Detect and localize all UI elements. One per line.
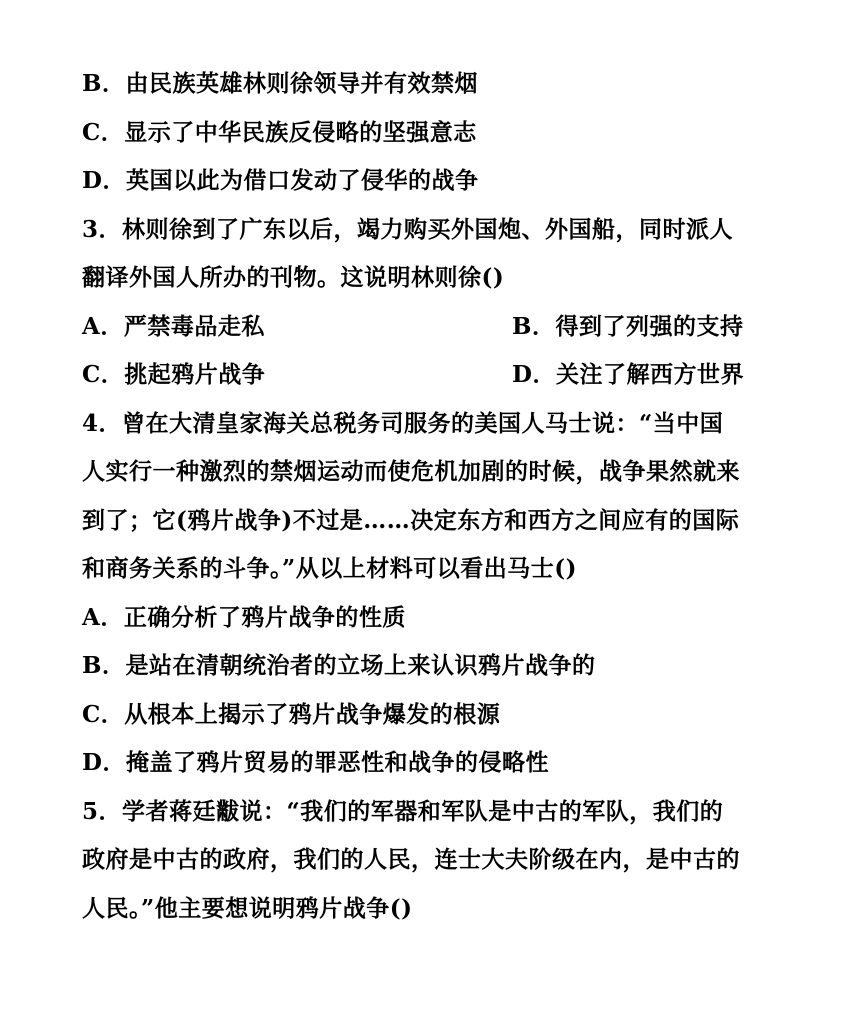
q4-stem-line-4: 和商务关系的斗争。”从以上材料可以看出马士() [82, 555, 577, 582]
q4-stem-line-2: 人实行一种激烈的禁烟运动而使危机加剧的时候，战争果然就来 [82, 458, 740, 485]
q3-options-row-1 [82, 303, 782, 352]
q5-stem-line-1: 5．学者蒋廷黻说：“我们的军器和军队是中古的军队，我们的 [82, 797, 724, 825]
q4-option-b: B．是站在清朝统治者的立场上来认识鸦片战争的 [82, 652, 596, 679]
q2-option-b: B．由民族英雄林则徐领导并有效禁烟 [82, 70, 478, 97]
q4-option-c: C．从根本上揭示了鸦片战争爆发的根源 [82, 700, 501, 728]
q3-option-c: C．挑起鸦片战争 [82, 361, 266, 388]
q4-option-a: A．正确分析了鸦片战争的性质 [82, 603, 406, 631]
q3-stem-line-2: 翻译外国人所办的刊物。这说明林则徐() [82, 264, 505, 291]
q3-stem-line-1: 3．林则徐到了广东以后，竭力购买外国炮、外国船，同时派人 [82, 215, 734, 243]
q2-option-c: C．显示了中华民族反侵略的坚强意志 [82, 118, 477, 146]
document-page [82, 60, 782, 933]
q5-stem-line-2: 政府是中古的政府，我们的人民，连士大夫阶级在内，是中古的 [82, 846, 740, 873]
q5-stem-line-3: 人民。”他主要想说明鸦片战争() [82, 894, 413, 922]
q3-option-a: A．严禁毒品走私 [82, 312, 265, 340]
q3-options-row-2 [82, 351, 782, 400]
q4-option-d: D．掩盖了鸦片贸易的罪恶性和战争的侵略性 [82, 749, 549, 776]
q3-option-d: D．关注了解西方世界 [512, 361, 744, 388]
q2-option-d: D．英国以此为借口发动了侵华的战争 [82, 167, 479, 194]
q4-stem-line-3: 到了；它(鸦片战争)不过是……决定东方和西方之间应有的国际 [82, 506, 740, 534]
q4-stem-line-1: 4．曾在大清皇家海关总税务司服务的美国人马士说：“当中国 [82, 409, 724, 437]
q3-option-b: B．得到了列强的支持 [512, 312, 744, 340]
